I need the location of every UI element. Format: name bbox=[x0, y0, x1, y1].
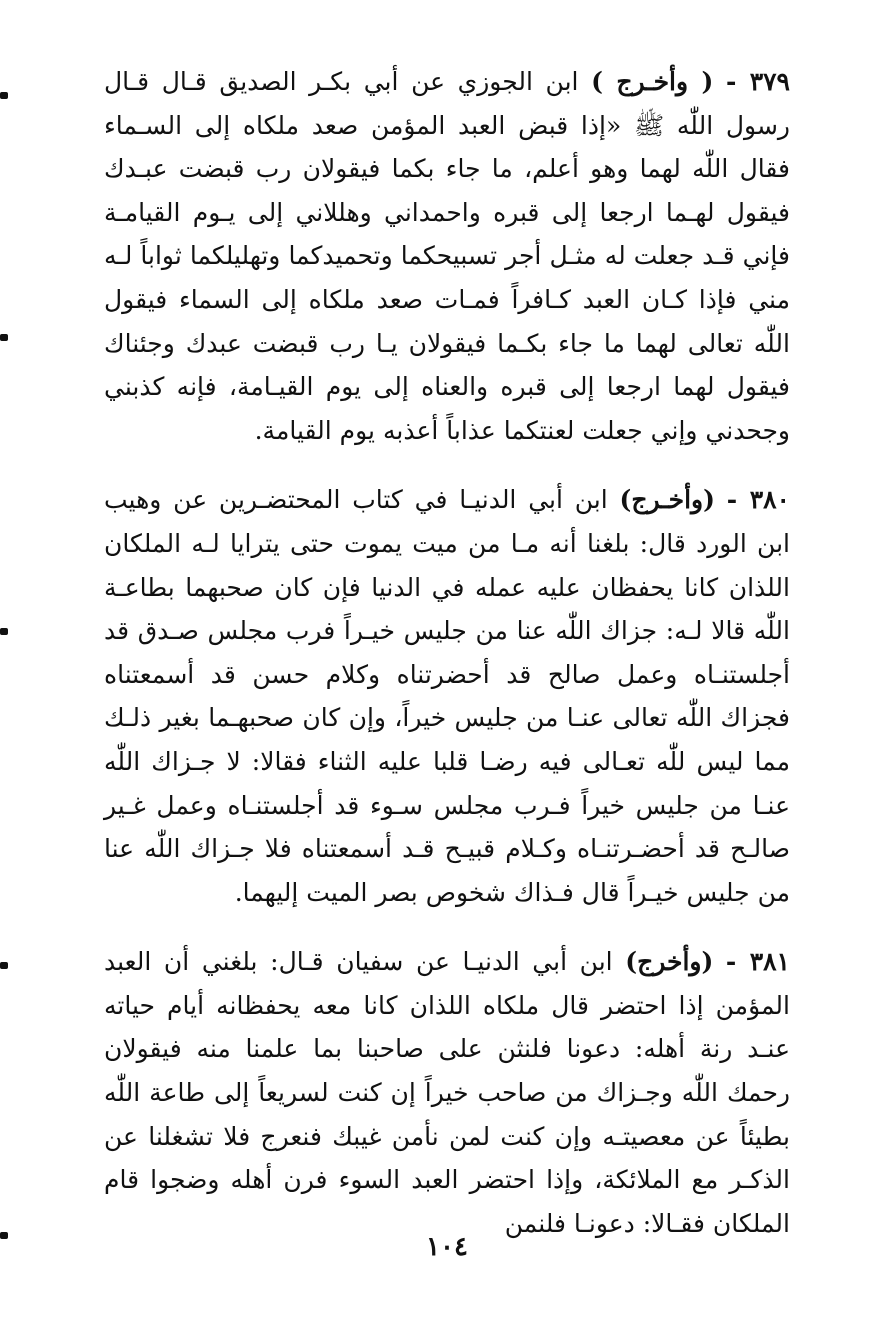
paragraph-keyword: (وأخـرج) bbox=[619, 485, 715, 515]
paragraph-number: ٣٨٠ - bbox=[726, 485, 790, 515]
paragraph-text: ابن الجوزي عن أبي بكـر الصديق قـال قـال رسول اللّٰه ﷺ «إذا قبض العبد المؤمن صعد ملكاه إلى السـماء فقال اللّٰه لهما وهو أعلم، ما جاء بكما فيقولان رب قبضت عبـدك فيقول لهـما ارجعا إلى قبره واحمداني وهللاني إلى يـوم القيامـة فإني قـد جعلت له مثـل أجر تسبيحكما وتحميدكما وتهليلكما ثواباً لـه مني فإذا كـان العبد كـافراً فمـات صعد ملكاه إلى السماء فيقول اللّٰه تعالى لهما ما جاء بكـما فيقولان يـا رب قبضت عبدك وجئناك فيقول لهما ارجعا إلى قبره والعناه إلى يوم القيـامة، فإنه كذبني وجحدني وإني جعلت لعنتكما عذاباً أعذبه يوم القيامة. bbox=[104, 67, 790, 445]
page-body bbox=[104, 60, 790, 1238]
paragraph-text: ابن أبي الدنيـا عن سفيان قـال: بلغني أن العبد المؤمن إذا احتضر قال ملكاه اللذان كانا معه يحفظانه أيام حياته عنـد رنة أهله: دعونا فلنثن على صاحبنا بما علمنا منه فيقولان رحمك اللّٰه وجـزاك من صاحب خيراً إن كنت لسريعاً إلى طاعة اللّٰه بطيئاً عن معصيتـه وإن كنت لمن نأمن غيبك فنعرج فلا تشغلنا عن الذكـر مع الملائكة، وإذا احتضر العبد السوء فرن أهله وضجوا قام الملكان فقـالا: دعونـا فلنمن bbox=[104, 947, 790, 1238]
scan-mark bbox=[0, 92, 8, 99]
paragraph-380 bbox=[104, 478, 790, 914]
paragraph-381 bbox=[104, 940, 790, 1245]
paragraph-number: ٣٨١ - bbox=[725, 947, 790, 977]
scan-mark bbox=[0, 628, 8, 635]
scan-mark bbox=[0, 334, 8, 341]
paragraph-number: ٣٧٩ - bbox=[725, 67, 790, 96]
paragraph-379 bbox=[104, 60, 790, 452]
paragraph-keyword: ( وأخـرج ) bbox=[591, 67, 714, 96]
scan-mark bbox=[0, 962, 8, 969]
scan-mark bbox=[0, 1232, 8, 1239]
paragraph-text: ابن أبي الدنيـا في كتاب المحتضـرين عن وهيب ابن الورد قال: بلغنا أنه مـا من ميت يموت حتى يترايا لـه الملكان اللذان كانا يحفظان عليه عمله في الدنيا فإن كان صحبهما بطاعـة اللّٰه قالا لـه: جزاك اللّٰه عنا من جليس خيـراً فرب مجلس صـدق قد أجلستنـاه وعمل صالح قد أحضرتناه وكلام حسن قد أسمعتناه فجزاك اللّٰه تعالى عنـا من جليس خيراً، وإن كان صحبهـما بغير ذلـك مما ليس للّٰه تعـالى فيه رضـا قلبا عليه الثناء فقالا: لا جـزاك اللّٰه عنـا من جليس خيراً فـرب مجلس سـوء قد أجلستنـاه وعمل غـير صالـح قد أحضـرتنـاه وكـلام قبيـح قـد أسمعتناه فلا جـزاك اللّٰه عنا من جليس خيـراً قال فـذاك شخوص بصر الميت إليهما. bbox=[104, 485, 790, 907]
page-number: ١٠٤ bbox=[426, 1232, 468, 1262]
paragraph-keyword: (وأخرج) bbox=[625, 947, 714, 977]
